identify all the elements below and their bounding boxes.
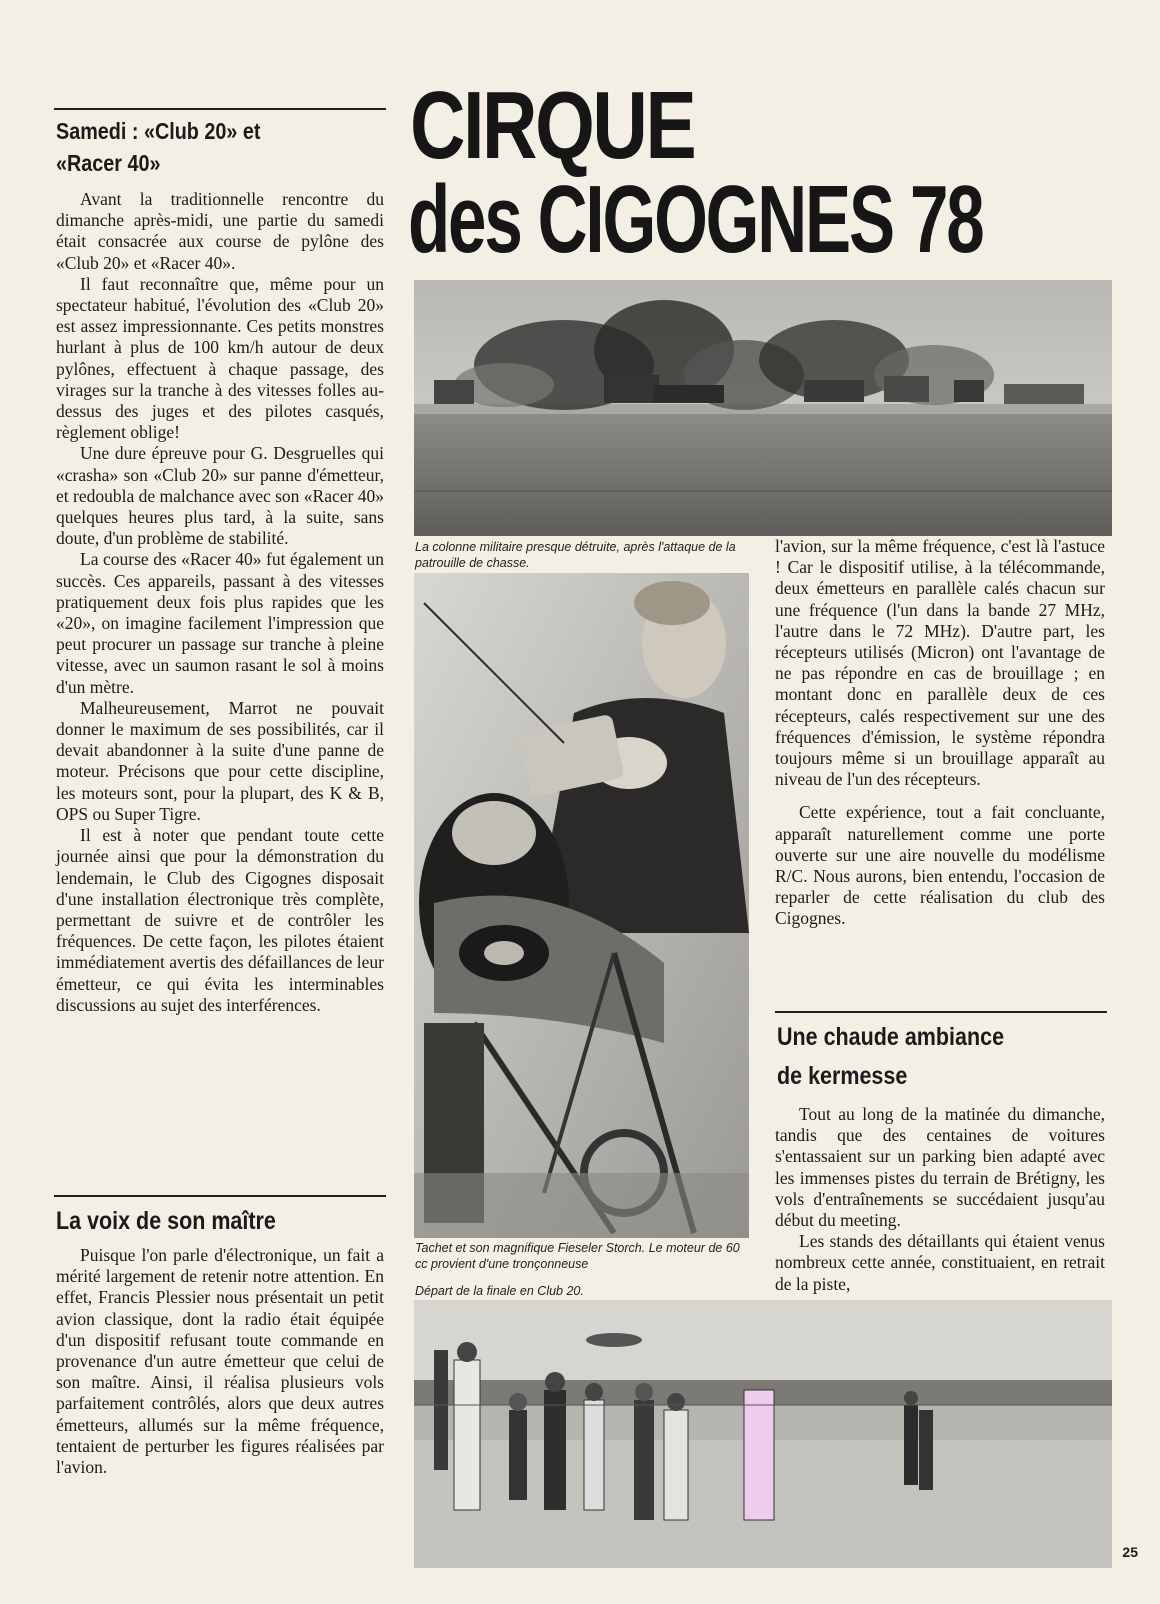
paragraph: Tout au long de la matinée du dimanche, tandis que des centaines de voitures s'entassaient sur un parking bien adapté avec les immenses pistes du terrain de Brétigny, les vols d'entraînements se succédaient jusqu'au début du meeting.: [775, 1104, 1105, 1231]
photo-tachet-storch: [414, 573, 749, 1238]
paragraph: Il est à noter que pendant toute cette journée ainsi que pour la démonstration du lendemain, le Club des Cigognes disposait d'une installation électronique très complète, permettant de suivre et de contrôler les fréquences. De cette façon, les pilotes étaient immédiatement avertis des défaillances de leur émetteur, ce qui évita les interminables discussions au sujet des interférences.: [56, 825, 384, 1015]
paragraph: Avant la traditionnelle rencontre du dimanche après-midi, une partie du samedi était consacrée aux course de pylône des «Club 20» et «Racer 40».: [56, 189, 384, 273]
section-heading-samedi-line1: Samedi : «Club 20» et: [56, 118, 261, 144]
military-column-image: [414, 280, 1112, 536]
right-column-text-2: [775, 1104, 1105, 1295]
section-heading-voix: La voix de son maître: [56, 1207, 276, 1235]
article-title-line1: CIRQUE: [410, 72, 695, 179]
section-rule-voix: [54, 1195, 386, 1197]
photo-military-column: [414, 280, 1112, 536]
paragraph: Cette expérience, tout a fait concluante, apparaît naturellement comme une porte ouverte sur une aire nouvelle du modélisme R/C. Nous aurons, bien entendu, l'occasion de reparler de cette réalisation du club des Cigognes.: [775, 802, 1105, 929]
paragraph: Les stands des détaillants qui étaient venus nombreux cette année, constituaient, en retrait de la piste,: [775, 1231, 1105, 1294]
caption-tachet-storch: Tachet et son magnifique Fieseler Storch. Le moteur de 60 cc provient d'une tronçonneuse: [415, 1241, 740, 1271]
tachet-storch-image: [414, 573, 749, 1238]
club20-finale-image: [414, 1300, 1112, 1568]
section-heading-kermesse-line1: Une chaude ambiance: [777, 1023, 1005, 1051]
section-heading-samedi-line2: «Racer 40»: [56, 150, 161, 176]
article-title-line2: des CIGOGNES 78: [408, 166, 983, 273]
section-rule-top: [54, 108, 386, 110]
paragraph: l'avion, sur la même fréquence, c'est là l'astuce ! Car le dispositif utilise, à la télécommande, deux émetteurs en parallèle calés chacun sur une fréquence (l'un dans la bande 27 MHz, l'autre dans le 72 MHz). D'autre part, les récepteurs utilisés (Micron) ont l'avantage de ne pas répondre en cas de brouillage ; en montant donc en parallèle deux de ces récepteurs, calés respectivement sur une des fréquences d'émission, le système répondra toujours même si un brouillage apparaît au niveau de l'un des récepteurs.: [775, 536, 1105, 790]
paragraph: Il faut reconnaître que, même pour un spectateur habitué, l'évolution des «Club 20» est assez impressionnante. Ces petits monstres hurlant à plus de 100 km/h autour de deux pylônes, effectuent à chaque passage, des virages sur la tranche à des vitesses folles au-dessus des juges et des pilotes casqués, règlement oblige!: [56, 273, 384, 443]
photo-club20-finale: [414, 1300, 1112, 1568]
paragraph: Puisque l'on parle d'électronique, un fait a mérité largement de retenir notre attention. En effet, Francis Plessier nous présentait un petit avion classique, dont la radio était équipée d'un dispositif refusant toute commande en provenance d'un autre émetteur que celui de son maître. Ainsi, il réalisa plusieurs vols parfaitement contrôlés, alors que deux autres émetteurs, allumés sur la même fréquence, tentaient de perturber les figures réalisées par l'avion.: [56, 1245, 384, 1478]
left-column-text-2: [56, 1245, 384, 1478]
paragraph: Malheureusement, Marrot ne pouvait donner le maximum de ses possibilités, car il devait abandonner à la suite d'une panne de moteur. Précisons que pour cette discipline, les moteurs sont, pour la plupart, des K & B, OPS ou Super Tigre.: [56, 697, 384, 824]
caption-club20-finale: Départ de la finale en Club 20.: [415, 1284, 584, 1298]
section-heading-kermesse-line2: de kermesse: [777, 1062, 908, 1090]
section-rule-kermesse: [775, 1011, 1107, 1013]
paragraph: Une dure épreuve pour G. Desgruelles qui «crasha» son «Club 20» sur panne d'émetteur, et redoubla de malchance avec son «Racer 40» quelques heures plus tard, à la suite, sans doute, d'un problème de stabilité.: [56, 443, 384, 549]
left-column-text-1: [56, 189, 384, 1016]
caption-military-column: La colonne militaire presque détruite, après l'attaque de la patrouille de chasse.: [415, 540, 736, 570]
page-number: 25: [1122, 1544, 1138, 1560]
paragraph: La course des «Racer 40» fut également un succès. Ces appareils, passant à des vitesses pratiquement deux fois plus rapides que les «20», on imagine facilement l'impression que peut procurer un passage sur tranche à pleine vitesse, avec un saumon rasant le sol à moins d'un mètre.: [56, 549, 384, 697]
right-column-text-1: [775, 536, 1105, 930]
